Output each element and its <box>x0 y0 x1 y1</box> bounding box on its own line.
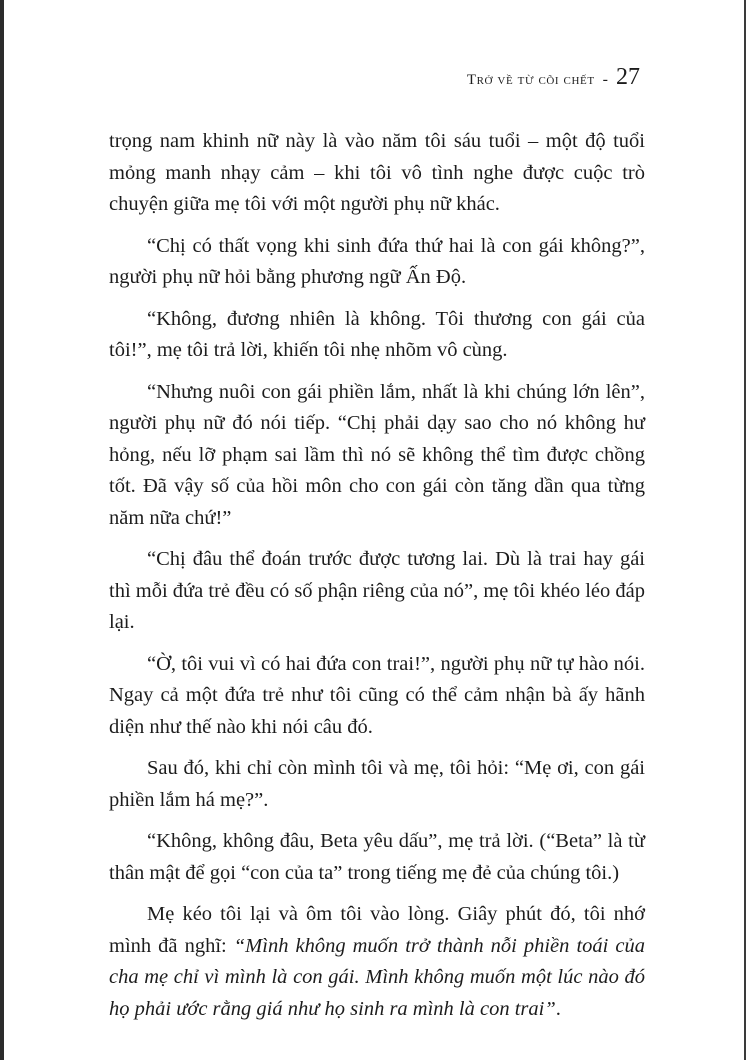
paragraph: Sau đó, khi chỉ còn mình tôi và mẹ, tôi hỏi: “Mẹ ơi, con gái phiền lắm há mẹ?”. <box>109 757 645 811</box>
paragraph: “Chị có thất vọng khi sinh đứa thứ hai là con gái không?”, người phụ nữ hỏi bằng phương ngữ Ấn Độ. <box>109 234 645 288</box>
paragraph-final <box>109 899 645 1025</box>
running-header <box>467 64 640 91</box>
running-header-title: Trở về từ cõi chết <box>466 72 595 88</box>
paragraph: “Ờ, tôi vui vì có hai đứa con trai!”, người phụ nữ tự hào nói. Ngay cả một đứa trẻ như tôi cũng có thể cảm nhận bà ấy hãnh diện như thế nào khi nói câu đó. <box>109 652 645 738</box>
paragraph-lead: Mẹ kéo tôi lại và ôm tôi vào lòng. Giây phút đó, tôi nhớ mình đã nghĩ: <box>109 903 645 957</box>
paragraph: “Không, không đâu, Beta yêu dấu”, mẹ trả lời. (“Beta” là từ thân mật để gọi “con của ta” trong tiếng mẹ đẻ của chúng tôi.) <box>109 830 645 884</box>
page-number: 27 <box>616 64 640 90</box>
paragraph: “Nhưng nuôi con gái phiền lắm, nhất là khi chúng lớn lên”, người phụ nữ đó nói tiếp. “Chị phải dạy sao cho nó không hư hỏng, nếu lỡ phạm sai lầm thì nó sẽ không thể tìm được chồng tốt. Đã vậy số của hồi môn cho con gái còn tăng dần qua từng năm nữa chứ!” <box>109 380 645 529</box>
paragraph-tail: . <box>555 997 561 1020</box>
italic-quote: “Mình không muốn trở thành nỗi phiền toái của cha mẹ chỉ vì mình là con gái. Mình không muốn một lúc nào đó họ phải ước rằng giá như họ sinh ra mình là con trai” <box>109 934 645 1020</box>
paragraph: “Chị đâu thể đoán trước được tương lai. Dù là trai hay gái thì mỗi đứa trẻ đều có số phận riêng của nó”, mẹ tôi khéo léo đáp lại. <box>109 548 645 633</box>
body-text <box>109 126 645 1035</box>
paragraph-continued: trọng nam khinh nữ này là vào năm tôi sáu tuổi – một độ tuổi mỏng manh nhạy cảm – khi tôi vô tình nghe được cuộc trò chuyện giữa mẹ tôi với một người phụ nữ khác. <box>109 130 645 215</box>
paragraph: “Không, đương nhiên là không. Tôi thương con gái của tôi!”, mẹ tôi trả lời, khiến tôi nhẹ nhõm vô cùng. <box>109 307 645 361</box>
running-header-separator: - <box>602 71 608 88</box>
